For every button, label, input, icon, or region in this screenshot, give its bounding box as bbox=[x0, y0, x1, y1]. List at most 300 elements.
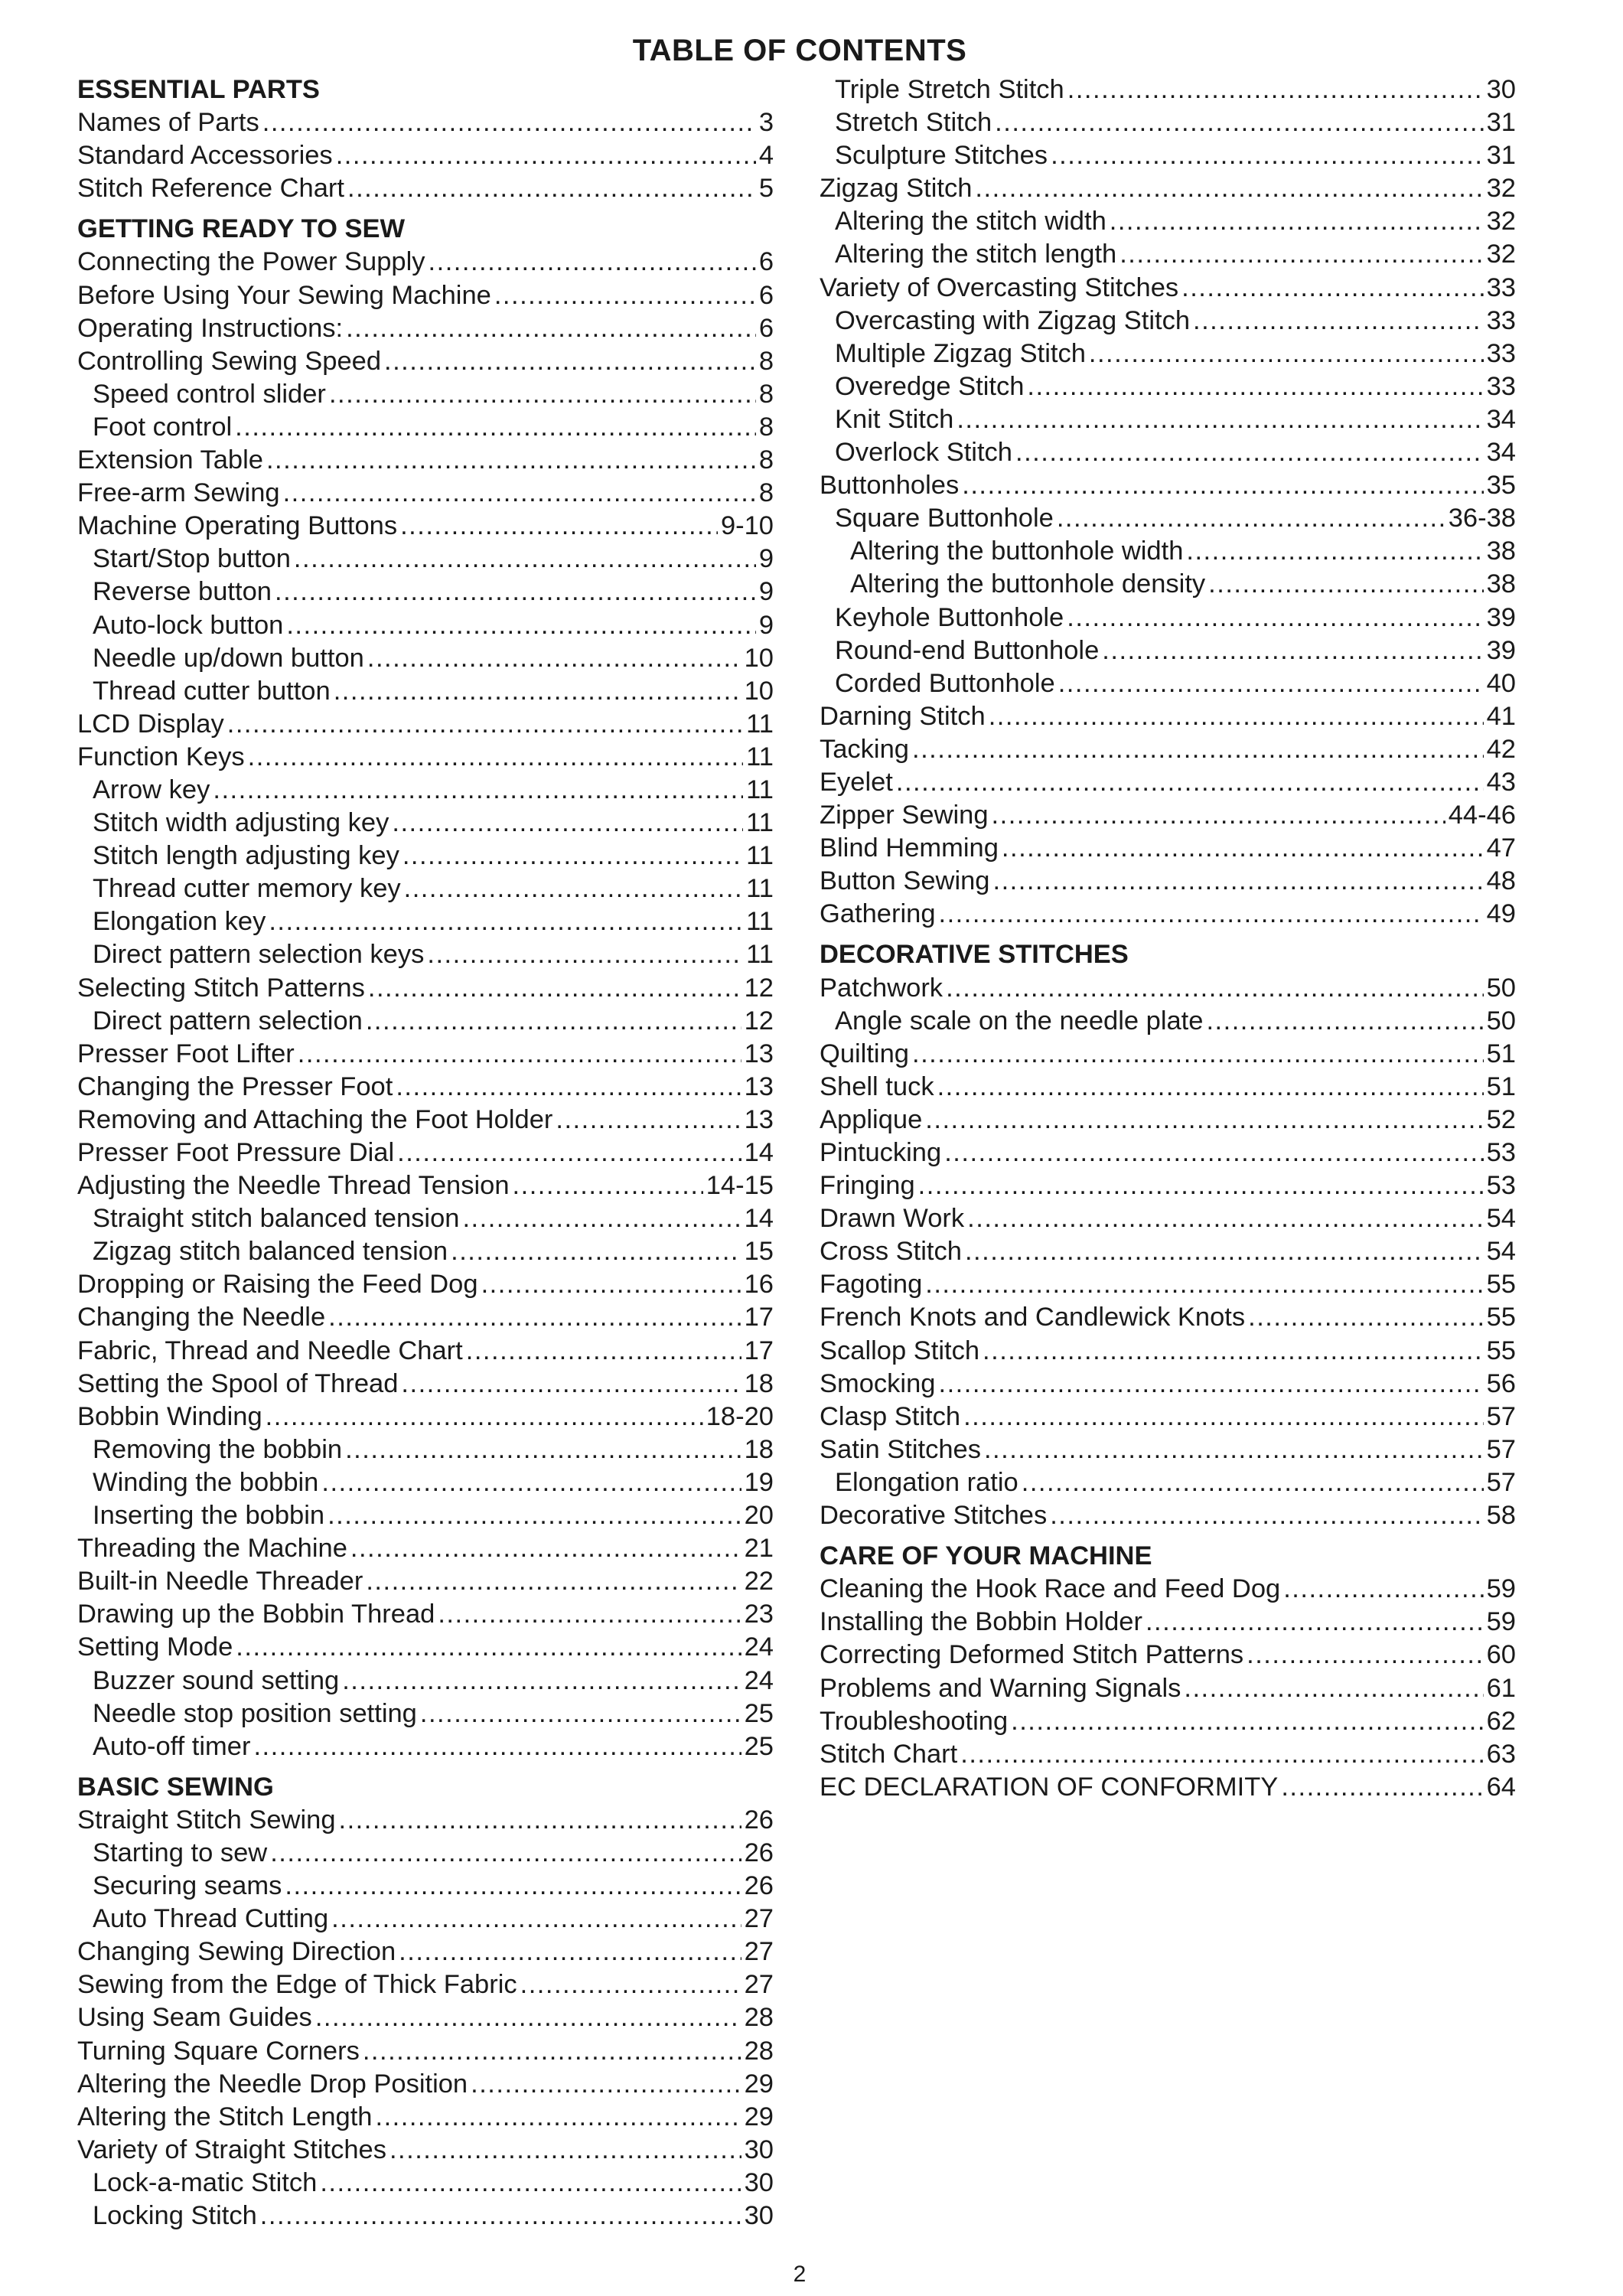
dot-leader bbox=[347, 172, 756, 205]
toc-entry-free-arm-sewing[interactable] bbox=[77, 477, 774, 510]
dot-leader bbox=[248, 741, 744, 774]
toc-entry-ec-declaration-of-conformity[interactable] bbox=[820, 1771, 1516, 1804]
dot-leader bbox=[451, 1235, 741, 1268]
toc-entry-label: Dropping or Raising the Feed Dog bbox=[77, 1270, 478, 1300]
toc-entry-page: 25 bbox=[744, 1698, 774, 1728]
dot-leader bbox=[957, 403, 1483, 436]
toc-entry-turning-square-corners[interactable] bbox=[77, 2035, 774, 2068]
toc-entry-zigzag-stitch-balanced-tension[interactable] bbox=[77, 1235, 774, 1268]
dot-leader bbox=[989, 700, 1484, 733]
dot-leader bbox=[1193, 305, 1484, 338]
dot-leader bbox=[1146, 1606, 1484, 1639]
toc-entry-problems-and-warning-signals[interactable] bbox=[820, 1672, 1516, 1705]
toc-entry-button-sewing[interactable] bbox=[820, 865, 1516, 898]
dot-leader bbox=[962, 469, 1483, 502]
toc-entry-label: Stitch Chart bbox=[820, 1739, 958, 1769]
toc-entry-satin-stitches[interactable] bbox=[820, 1433, 1516, 1466]
dot-leader bbox=[270, 1837, 741, 1870]
toc-entry-dropping-or-raising-the-feed-dog[interactable] bbox=[77, 1268, 774, 1301]
toc-entry-needle-up-down-button[interactable] bbox=[77, 642, 774, 675]
toc-entry-label: Square Buttonhole bbox=[835, 504, 1054, 533]
dot-leader bbox=[285, 1870, 741, 1903]
dot-leader bbox=[420, 1698, 741, 1730]
dot-leader bbox=[366, 1005, 741, 1038]
toc-entry-label: Securing seams bbox=[93, 1871, 282, 1901]
toc-entry-buzzer-sound-setting[interactable] bbox=[77, 1665, 774, 1698]
toc-entry-changing-the-presser-foot[interactable] bbox=[77, 1071, 774, 1104]
toc-entry-cross-stitch[interactable] bbox=[820, 1235, 1516, 1268]
dot-leader bbox=[429, 246, 756, 279]
toc-entry-page: 27 bbox=[744, 1970, 774, 2000]
toc-entry-page: 48 bbox=[1486, 866, 1516, 896]
toc-entry-darning-stitch[interactable] bbox=[820, 700, 1516, 733]
toc-entry-elongation-key[interactable] bbox=[77, 905, 774, 938]
dot-leader bbox=[1022, 1466, 1484, 1499]
toc-entry-built-in-needle-threader[interactable] bbox=[77, 1565, 774, 1598]
toc-entry-page: 9 bbox=[758, 610, 774, 640]
toc-entry-altering-the-buttonhole-width[interactable] bbox=[820, 535, 1516, 568]
toc-entry-page: 60 bbox=[1486, 1640, 1516, 1670]
toc-entry-setting-mode[interactable] bbox=[77, 1631, 774, 1664]
toc-entry-presser-foot-pressure-dial[interactable] bbox=[77, 1137, 774, 1169]
toc-entry-page: 49 bbox=[1486, 899, 1516, 929]
dot-leader bbox=[925, 1268, 1483, 1301]
dot-leader bbox=[992, 865, 1483, 898]
toc-entry-sewing-from-the-edge-of-thick-fabric[interactable] bbox=[77, 1968, 774, 2001]
toc-entry-elongation-ratio[interactable] bbox=[820, 1466, 1516, 1499]
toc-entry-label: Correcting Deformed Stitch Patterns bbox=[820, 1640, 1244, 1670]
toc-entry-pintucking[interactable] bbox=[820, 1137, 1516, 1169]
toc-entry-operating-instructions[interactable] bbox=[77, 312, 774, 345]
toc-entry-securing-seams[interactable] bbox=[77, 1870, 774, 1903]
toc-entry-connecting-the-power-supply[interactable] bbox=[77, 246, 774, 279]
toc-entry-page: 57 bbox=[1486, 1467, 1516, 1497]
toc-entry-page: 27 bbox=[744, 1937, 774, 1967]
toc-entry-label: Foot control bbox=[93, 412, 233, 442]
toc-entry-thread-cutter-memory-key[interactable] bbox=[77, 872, 774, 905]
toc-entry-cleaning-the-hook-race-and-feed-dog[interactable] bbox=[820, 1573, 1516, 1606]
toc-entry-label: Overlock Stitch bbox=[835, 438, 1012, 468]
toc-entry-label: Changing Sewing Direction bbox=[77, 1937, 396, 1967]
toc-entry-label: Quilting bbox=[820, 1039, 909, 1068]
toc-entry-auto-off-timer[interactable] bbox=[77, 1730, 774, 1763]
dot-leader bbox=[286, 609, 755, 642]
toc-entry-label: Variety of Overcasting Stitches bbox=[820, 272, 1179, 302]
toc-entry-applique[interactable] bbox=[820, 1104, 1516, 1137]
section-heading-decorative-stitches: DECORATIVE STITCHES bbox=[820, 940, 1129, 970]
toc-entry-label: Problems and Warning Signals bbox=[820, 1673, 1181, 1703]
toc-entry-overcasting-with-zigzag-stitch[interactable] bbox=[820, 305, 1516, 338]
toc-entry-label: Names of Parts bbox=[77, 108, 259, 138]
toc-entry-altering-the-stitch-length[interactable] bbox=[820, 238, 1516, 271]
toc-entry-clasp-stitch[interactable] bbox=[820, 1401, 1516, 1433]
toc-entry-controlling-sewing-speed[interactable] bbox=[77, 345, 774, 378]
toc-entry-label: Variety of Straight Stitches bbox=[77, 2135, 386, 2164]
toc-entry-page: 20 bbox=[744, 1501, 774, 1531]
toc-entry-straight-stitch-sewing[interactable] bbox=[77, 1804, 774, 1837]
dot-leader bbox=[471, 2068, 741, 2101]
toc-entry-altering-the-stitch-length[interactable] bbox=[77, 2101, 774, 2134]
toc-entry-label: Function Keys bbox=[77, 742, 245, 771]
dot-leader bbox=[918, 1169, 1484, 1202]
toc-entry-start-stop-button[interactable] bbox=[77, 543, 774, 576]
toc-entry-label: Auto-lock button bbox=[93, 610, 284, 640]
toc-entry-page: 32 bbox=[1486, 174, 1516, 204]
toc-entry-label: Fringing bbox=[820, 1171, 915, 1201]
toc-entry-stitch-chart[interactable] bbox=[820, 1738, 1516, 1771]
toc-entry-lock-a-matic-stitch[interactable] bbox=[77, 2167, 774, 2200]
toc-entry-label: Reverse button bbox=[93, 577, 272, 607]
toc-entry-page: 33 bbox=[1486, 371, 1516, 401]
toc-entry-label: Auto Thread Cutting bbox=[93, 1904, 329, 1934]
dot-leader bbox=[404, 872, 744, 905]
toc-entry-label: Fabric, Thread and Needle Chart bbox=[77, 1336, 463, 1365]
page-title: TABLE OF CONTENTS bbox=[632, 34, 967, 67]
toc-entry-before-using-your-sewing-machine[interactable] bbox=[77, 279, 774, 312]
toc-entry-page: 39 bbox=[1486, 635, 1516, 665]
dot-leader bbox=[944, 1137, 1483, 1169]
toc-entry-page: 54 bbox=[1486, 1204, 1516, 1234]
toc-entry-label: Setting the Spool of Thread bbox=[77, 1368, 399, 1398]
toc-entry-label: Inserting the bobbin bbox=[93, 1501, 325, 1531]
toc-entry-page: 13 bbox=[744, 1071, 774, 1101]
dot-leader bbox=[401, 1368, 741, 1401]
toc-entry-variety-of-straight-stitches[interactable] bbox=[77, 2134, 774, 2167]
toc-entry-page: 3 bbox=[758, 108, 774, 138]
toc-entry-page: 43 bbox=[1486, 767, 1516, 797]
toc-entry-winding-the-bobbin[interactable] bbox=[77, 1466, 774, 1499]
toc-entry-overedge-stitch[interactable] bbox=[820, 370, 1516, 403]
dot-leader bbox=[266, 444, 756, 477]
toc-entry-label: Overcasting with Zigzag Stitch bbox=[835, 305, 1191, 335]
dot-leader bbox=[984, 1433, 1484, 1466]
toc-entry-label: Knit Stitch bbox=[835, 404, 954, 434]
toc-entry-eyelet[interactable] bbox=[820, 766, 1516, 799]
toc-entry-speed-control-slider[interactable] bbox=[77, 378, 774, 411]
toc-entry-label: Adjusting the Needle Thread Tension bbox=[77, 1171, 510, 1201]
dot-leader bbox=[236, 1631, 741, 1664]
toc-entry-page: 33 bbox=[1486, 272, 1516, 302]
toc-entry-page: 56 bbox=[1486, 1368, 1516, 1398]
toc-entry-triple-stretch-stitch[interactable] bbox=[820, 73, 1516, 106]
toc-entry-zigzag-stitch[interactable] bbox=[820, 172, 1516, 205]
dot-leader bbox=[925, 1104, 1483, 1137]
dot-leader bbox=[298, 1038, 741, 1071]
toc-entry-label: Threading the Machine bbox=[77, 1534, 347, 1564]
toc-entry-label: Elongation ratio bbox=[835, 1467, 1018, 1497]
toc-entry-machine-operating-buttons[interactable] bbox=[77, 510, 774, 543]
toc-entry-arrow-key[interactable] bbox=[77, 774, 774, 807]
toc-entry-square-buttonhole[interactable] bbox=[820, 502, 1516, 535]
toc-entry-label: Corded Buttonhole bbox=[835, 668, 1055, 698]
dot-leader bbox=[462, 1202, 741, 1235]
toc-entry-page: 30 bbox=[1486, 75, 1516, 104]
toc-entry-page: 41 bbox=[1486, 701, 1516, 731]
toc-entry-page: 11 bbox=[746, 874, 774, 904]
dot-leader bbox=[269, 905, 743, 938]
toc-entry-inserting-the-bobbin[interactable] bbox=[77, 1499, 774, 1532]
toc-entry-direct-pattern-selection[interactable] bbox=[77, 1005, 774, 1038]
toc-entry-page: 27 bbox=[744, 1904, 774, 1934]
toc-entry-scallop-stitch[interactable] bbox=[820, 1335, 1516, 1368]
toc-entry-straight-stitch-balanced-tension[interactable] bbox=[77, 1202, 774, 1235]
toc-entry-page: 62 bbox=[1486, 1706, 1516, 1736]
toc-entry-keyhole-buttonhole[interactable] bbox=[820, 602, 1516, 634]
toc-entry-reverse-button[interactable] bbox=[77, 576, 774, 608]
toc-entry-label: Auto-off timer bbox=[93, 1731, 251, 1761]
dot-leader bbox=[963, 1401, 1484, 1433]
toc-entry-label: Drawing up the Bobbin Thread bbox=[77, 1600, 435, 1629]
toc-entry-sculpture-stitches[interactable] bbox=[820, 139, 1516, 172]
dot-leader bbox=[321, 1466, 741, 1499]
toc-entry-installing-the-bobbin-holder[interactable] bbox=[820, 1606, 1516, 1639]
toc-left-column bbox=[77, 73, 774, 2232]
toc-entry-bobbin-winding[interactable] bbox=[77, 1401, 774, 1433]
toc-entry-page: 16 bbox=[744, 1270, 774, 1300]
dot-leader bbox=[438, 1598, 741, 1631]
toc-entry-altering-the-stitch-width[interactable] bbox=[820, 205, 1516, 238]
toc-entry-label: Stitch length adjusting key bbox=[93, 841, 399, 871]
toc-entry-label: Needle up/down button bbox=[93, 643, 364, 673]
toc-entry-correcting-deformed-stitch-patterns[interactable] bbox=[820, 1639, 1516, 1671]
toc-entry-page: 33 bbox=[1486, 338, 1516, 368]
toc-entry-page: 21 bbox=[744, 1534, 774, 1564]
toc-entry-needle-stop-position-setting[interactable] bbox=[77, 1698, 774, 1730]
toc-entry-label: Altering the Stitch Length bbox=[77, 2102, 373, 2131]
toc-entry-smocking[interactable] bbox=[820, 1368, 1516, 1401]
toc-entry-stitch-width-adjusting-key[interactable] bbox=[77, 807, 774, 840]
toc-entry-french-knots-and-candlewick-knots[interactable] bbox=[820, 1301, 1516, 1334]
toc-entry-threading-the-machine[interactable] bbox=[77, 1532, 774, 1565]
toc-entry-label: Controlling Sewing Speed bbox=[77, 346, 382, 376]
toc-entry-knit-stitch[interactable] bbox=[820, 403, 1516, 436]
dot-leader bbox=[965, 1235, 1484, 1268]
toc-entry-round-end-buttonhole[interactable] bbox=[820, 634, 1516, 667]
toc-entry-page: 33 bbox=[1486, 305, 1516, 335]
toc-entry-label: Start/Stop button bbox=[93, 544, 291, 574]
toc-entry-label: Angle scale on the needle plate bbox=[835, 1006, 1204, 1035]
toc-entry-page: 42 bbox=[1486, 734, 1516, 764]
toc-entry-removing-and-attaching-the-foot-holder[interactable] bbox=[77, 1104, 774, 1137]
toc-entry-label: Straight Stitch Sewing bbox=[77, 1805, 336, 1835]
toc-entry-label: Fagoting bbox=[820, 1270, 923, 1300]
toc-entry-gathering[interactable] bbox=[820, 898, 1516, 931]
toc-entry-selecting-stitch-patterns[interactable] bbox=[77, 972, 774, 1005]
toc-entry-label: Removing the bobbin bbox=[93, 1434, 343, 1464]
section-heading-getting-ready-to-sew: GETTING READY TO SEW bbox=[77, 214, 406, 244]
toc-entry-decorative-stitches[interactable] bbox=[820, 1499, 1516, 1532]
toc-entry-page: 11 bbox=[746, 742, 774, 771]
toc-entry-fabric-thread-and-needle-chart[interactable] bbox=[77, 1335, 774, 1368]
toc-entry-page: 39 bbox=[1486, 602, 1516, 632]
toc-entry-auto-lock-button[interactable] bbox=[77, 609, 774, 642]
toc-entry-label: Thread cutter memory key bbox=[93, 874, 401, 904]
toc-entry-label: Presser Foot Lifter bbox=[77, 1039, 295, 1068]
toc-entry-blind-hemming[interactable] bbox=[820, 832, 1516, 865]
toc-entry-page: 28 bbox=[744, 2036, 774, 2066]
toc-entry-fringing[interactable] bbox=[820, 1169, 1516, 1202]
toc-entry-label: Multiple Zigzag Stitch bbox=[835, 338, 1086, 368]
toc-entry-variety-of-overcasting-stitches[interactable] bbox=[820, 272, 1516, 305]
toc-entry-label: Starting to sew bbox=[93, 1838, 268, 1867]
toc-entry-page: 11 bbox=[746, 841, 774, 871]
toc-entry-label: Altering the stitch length bbox=[835, 240, 1117, 269]
toc-entry-page: 44-46 bbox=[1448, 801, 1516, 830]
dot-leader bbox=[389, 2134, 741, 2167]
dot-leader bbox=[367, 642, 741, 675]
toc-entry-quilting[interactable] bbox=[820, 1038, 1516, 1071]
toc-entry-auto-thread-cutting[interactable] bbox=[77, 1903, 774, 1936]
toc-entry-page: 11 bbox=[746, 775, 774, 804]
toc-entry-locking-stitch[interactable] bbox=[77, 2200, 774, 2232]
dot-leader bbox=[992, 799, 1445, 832]
toc-entry-page: 14 bbox=[744, 1138, 774, 1167]
toc-entry-page: 38 bbox=[1486, 536, 1516, 566]
dot-leader bbox=[368, 972, 741, 1005]
toc-entry-page: 12 bbox=[744, 1006, 774, 1035]
dot-leader bbox=[328, 1301, 741, 1334]
dot-leader bbox=[975, 172, 1483, 205]
toc-entry-stretch-stitch[interactable] bbox=[820, 106, 1516, 139]
toc-entry-label: Patchwork bbox=[820, 973, 943, 1003]
toc-entry-label: Stitch width adjusting key bbox=[93, 808, 389, 838]
toc-entry-page: 55 bbox=[1486, 1270, 1516, 1300]
dot-leader bbox=[896, 766, 1484, 799]
toc-entry-presser-foot-lifter[interactable] bbox=[77, 1038, 774, 1071]
toc-entry-label: Machine Operating Buttons bbox=[77, 511, 398, 541]
toc-entry-page: 53 bbox=[1486, 1138, 1516, 1167]
toc-entry-label: Altering the buttonhole density bbox=[850, 569, 1206, 599]
toc-entry-standard-accessories[interactable] bbox=[77, 139, 774, 172]
toc-entry-adjusting-the-needle-thread-tension[interactable] bbox=[77, 1169, 774, 1202]
toc-entry-tacking[interactable] bbox=[820, 733, 1516, 766]
dot-leader bbox=[946, 972, 1484, 1005]
toc-entry-label: Free-arm Sewing bbox=[77, 478, 280, 508]
toc-entry-page: 18 bbox=[744, 1368, 774, 1398]
toc-entry-label: Pintucking bbox=[820, 1138, 942, 1167]
dot-leader bbox=[1027, 370, 1483, 403]
dot-leader bbox=[283, 477, 756, 510]
dot-leader bbox=[328, 1499, 741, 1532]
dot-leader bbox=[1119, 238, 1483, 271]
toc-entry-starting-to-sew[interactable] bbox=[77, 1837, 774, 1870]
toc-entry-drawn-work[interactable] bbox=[820, 1202, 1516, 1235]
dot-leader bbox=[320, 2167, 741, 2200]
toc-entry-angle-scale-on-the-needle-plate[interactable] bbox=[820, 1005, 1516, 1038]
toc-entry-label: Darning Stitch bbox=[820, 701, 986, 731]
dot-leader bbox=[366, 1565, 741, 1598]
dot-leader bbox=[334, 675, 741, 708]
toc-entry-troubleshooting[interactable] bbox=[820, 1705, 1516, 1738]
toc-entry-changing-sewing-direction[interactable] bbox=[77, 1936, 774, 1968]
toc-entry-lcd-display[interactable] bbox=[77, 708, 774, 741]
dot-leader bbox=[960, 1738, 1483, 1771]
toc-entry-page: 26 bbox=[744, 1838, 774, 1867]
toc-entry-label: Needle stop position setting bbox=[93, 1698, 417, 1728]
dot-leader bbox=[1181, 272, 1483, 305]
toc-entry-page: 35 bbox=[1486, 471, 1516, 501]
toc-entry-direct-pattern-selection-keys[interactable] bbox=[77, 938, 774, 971]
dot-leader bbox=[427, 938, 743, 971]
toc-entry-foot-control[interactable] bbox=[77, 411, 774, 444]
toc-entry-shell-tuck[interactable] bbox=[820, 1071, 1516, 1104]
toc-entry-using-seam-guides[interactable] bbox=[77, 2001, 774, 2034]
toc-entry-label: Elongation key bbox=[93, 907, 266, 937]
toc-entry-altering-the-buttonhole-density[interactable] bbox=[820, 568, 1516, 601]
dot-leader bbox=[396, 1071, 741, 1104]
dot-leader bbox=[995, 106, 1483, 139]
toc-entry-stitch-length-adjusting-key[interactable] bbox=[77, 840, 774, 872]
dot-leader bbox=[1011, 1705, 1483, 1738]
toc-entry-label: Stitch Reference Chart bbox=[77, 174, 344, 204]
toc-entry-thread-cutter-button[interactable] bbox=[77, 675, 774, 708]
toc-entry-label: Overedge Stitch bbox=[835, 371, 1025, 401]
toc-entry-label: Zigzag Stitch bbox=[820, 174, 973, 204]
toc-entry-fagoting[interactable] bbox=[820, 1268, 1516, 1301]
toc-entry-page: 6 bbox=[758, 280, 774, 310]
toc-entry-stitch-reference-chart[interactable] bbox=[77, 172, 774, 205]
dot-leader bbox=[513, 1169, 703, 1202]
dot-leader bbox=[1050, 1499, 1483, 1532]
toc-entry-page: 28 bbox=[744, 2003, 774, 2033]
dot-leader bbox=[938, 1368, 1483, 1401]
dot-leader bbox=[339, 1804, 741, 1837]
toc-entry-function-keys[interactable] bbox=[77, 741, 774, 774]
toc-entry-label: Shell tuck bbox=[820, 1071, 934, 1101]
dot-leader bbox=[294, 543, 756, 576]
toc-entry-page: 23 bbox=[744, 1600, 774, 1629]
toc-entry-label: Changing the Presser Foot bbox=[77, 1071, 393, 1101]
dot-leader bbox=[481, 1268, 741, 1301]
toc-entry-names-of-parts[interactable] bbox=[77, 106, 774, 139]
section-heading-essential-parts: ESSENTIAL PARTS bbox=[77, 75, 320, 104]
toc-entry-label: Decorative Stitches bbox=[820, 1501, 1048, 1531]
toc-entry-label: Standard Accessories bbox=[77, 141, 333, 171]
toc-entry-zipper-sewing[interactable] bbox=[820, 799, 1516, 832]
dot-leader bbox=[937, 1071, 1484, 1104]
toc-entry-label: Applique bbox=[820, 1104, 923, 1134]
toc-entry-changing-the-needle[interactable] bbox=[77, 1301, 774, 1334]
toc-entry-label: Arrow key bbox=[93, 775, 210, 804]
dot-leader bbox=[397, 1137, 741, 1169]
toc-entry-overlock-stitch[interactable] bbox=[820, 436, 1516, 469]
toc-entry-label: Zipper Sewing bbox=[820, 801, 989, 830]
dot-leader bbox=[1089, 338, 1484, 370]
toc-entry-page: 24 bbox=[744, 1665, 774, 1695]
toc-entry-extension-table[interactable] bbox=[77, 444, 774, 477]
toc-entry-multiple-zigzag-stitch[interactable] bbox=[820, 338, 1516, 370]
toc-entry-page: 58 bbox=[1486, 1501, 1516, 1531]
dot-leader bbox=[315, 2001, 741, 2034]
toc-right-column bbox=[820, 73, 1516, 1804]
toc-entry-label: Triple Stretch Stitch bbox=[835, 75, 1064, 104]
toc-entry-setting-the-spool-of-thread[interactable] bbox=[77, 1368, 774, 1401]
toc-entry-patchwork[interactable] bbox=[820, 972, 1516, 1005]
toc-entry-label: Lock-a-matic Stitch bbox=[93, 2167, 318, 2197]
toc-entry-label: Bobbin Winding bbox=[77, 1401, 262, 1431]
toc-entry-label: Direct pattern selection keys bbox=[93, 940, 425, 970]
dot-leader bbox=[376, 2101, 741, 2134]
toc-entry-label: Zigzag stitch balanced tension bbox=[93, 1237, 448, 1267]
toc-entry-label: Extension Table bbox=[77, 445, 263, 475]
toc-entry-buttonholes[interactable] bbox=[820, 469, 1516, 502]
toc-entry-altering-the-needle-drop-position[interactable] bbox=[77, 2068, 774, 2101]
dot-leader bbox=[1057, 502, 1445, 535]
toc-entry-drawing-up-the-bobbin-thread[interactable] bbox=[77, 1598, 774, 1631]
toc-entry-removing-the-bobbin[interactable] bbox=[77, 1433, 774, 1466]
toc-entry-corded-buttonhole[interactable] bbox=[820, 667, 1516, 700]
toc-entry-label: Tacking bbox=[820, 734, 909, 764]
